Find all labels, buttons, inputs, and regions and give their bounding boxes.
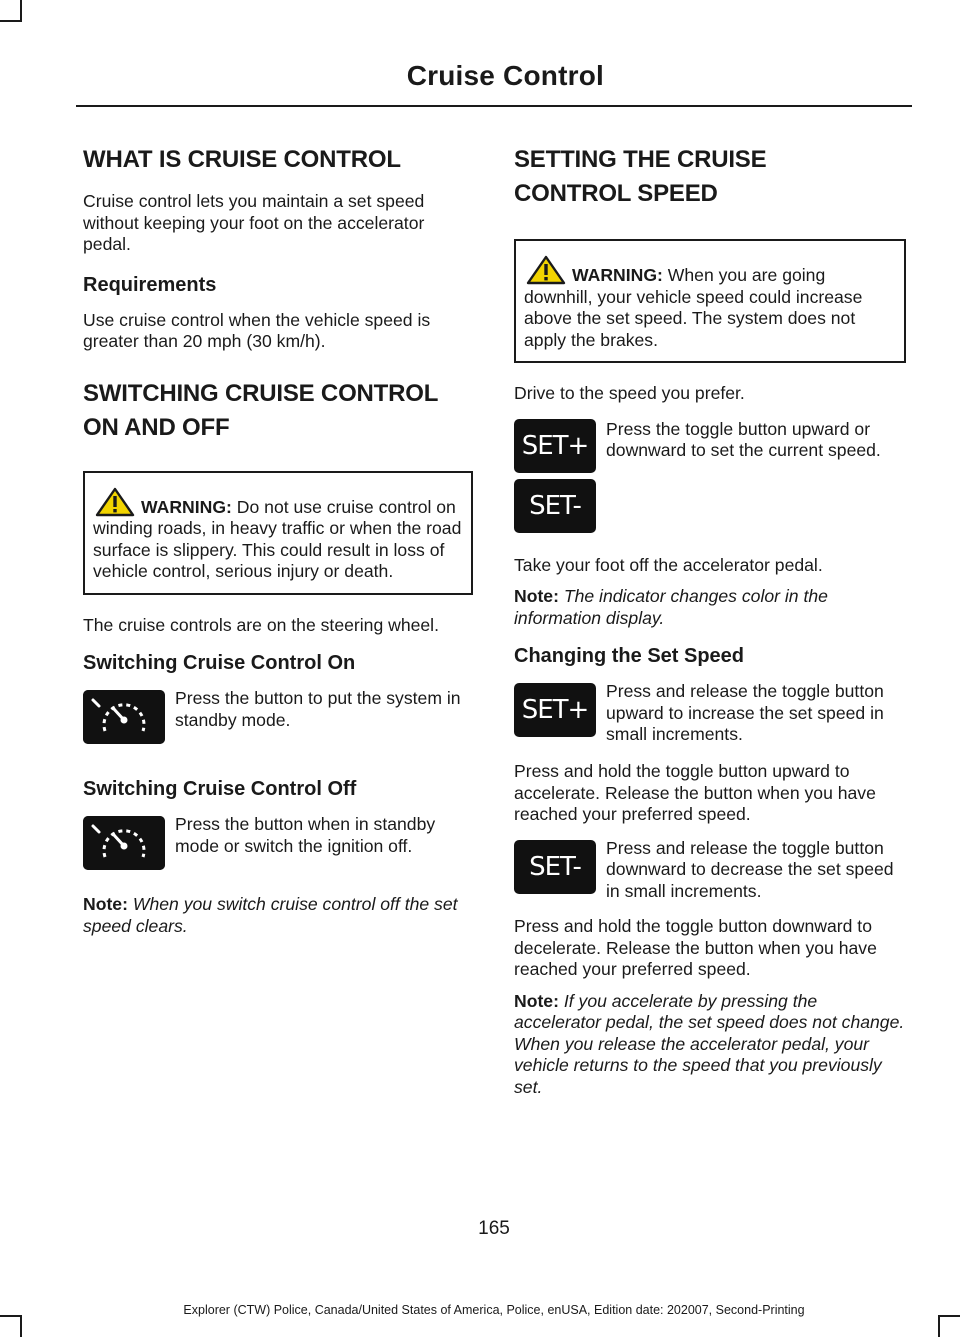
increase-text: Press and release the toggle button upward to increase the set speed in small increments. <box>606 681 884 744</box>
paragraph-hold-down: Press and hold the toggle button downward to decelerate. Release the button when you have reached your preferred speed. <box>514 916 877 979</box>
footer-edition: Explorer (CTW) Police, Canada/United States of America, Police, enUSA, Edition date: 202007, Second-Printing <box>183 1303 805 1317</box>
warning-triangle-icon <box>95 487 135 517</box>
right-column <box>514 145 906 1108</box>
note-switch-off <box>83 894 473 937</box>
switch-off-text: Press the button when in standby mode or switch the ignition off. <box>175 814 436 856</box>
note-label: Note: <box>514 990 559 1011</box>
page-title: Cruise Control <box>406 60 604 91</box>
heading-changing-set-speed: Changing the Set Speed <box>514 645 745 667</box>
paragraph-foot-off: Take your foot off the accelerator pedal. <box>514 554 823 575</box>
note-label: Note: <box>514 586 559 606</box>
crop-mark <box>0 20 22 22</box>
decrease-text: Press and release the toggle button downward to decrease the set speed in small increments. <box>606 837 894 901</box>
page-number: 165 <box>478 1218 510 1239</box>
decrease-row <box>514 838 906 903</box>
switch-off-row <box>83 814 473 882</box>
warning-text: When you are going downhill, your vehicle speed could increase above the set speed. The system does not apply the brakes. <box>524 265 863 350</box>
cruise-control-gauge-icon <box>83 816 165 870</box>
set-plus-button-icon: SET+ <box>514 419 596 473</box>
paragraph-controls: The cruise controls are on the steering wheel. <box>83 614 439 635</box>
crop-mark <box>938 1315 940 1337</box>
heading-what-is-cruise-control: WHAT IS CRUISE CONTROL <box>83 146 401 173</box>
paragraph-requirements: Use cruise control when the vehicle speed is greater than 20 mph (30 km/h). <box>83 309 431 351</box>
cruise-control-gauge-icon <box>83 690 165 744</box>
set-minus-button-icon: SET- <box>514 479 596 533</box>
heading-switching-line-1: SWITCHING CRUISE CONTROL <box>83 379 439 407</box>
paragraph-what: Cruise control lets you maintain a set speed without keeping your foot on the accelerator pedal. <box>83 191 425 254</box>
left-column <box>83 145 473 947</box>
heading-switching-line-2: ON AND OFF <box>83 413 230 441</box>
crop-mark <box>20 1315 22 1337</box>
set-speed-text: Press the toggle button upward or downward to set the current speed. <box>606 418 881 460</box>
note-label: Note: <box>83 894 128 914</box>
warning-text: Do not use cruise control on winding roads, in heavy traffic or when the road surface is slippery. This could result in loss of vehicle control, serious injury or death. <box>93 496 462 581</box>
heading-requirements: Requirements <box>83 273 217 296</box>
paragraph-drive: Drive to the speed you prefer. <box>514 383 745 403</box>
set-plus-button-icon: SET+ <box>514 683 596 737</box>
heading-switching-on: Switching Cruise Control On <box>83 652 356 674</box>
heading-setting-line-2: CONTROL SPEED <box>514 180 718 207</box>
warning-box <box>83 471 473 595</box>
set-button-stack <box>514 419 596 539</box>
warning-label: WARNING: <box>572 265 663 285</box>
note-text: The indicator changes color in the information display. <box>514 586 828 628</box>
heading-switching-off: Switching Cruise Control Off <box>83 778 357 800</box>
note-accelerate <box>514 991 906 1099</box>
switch-on-row <box>83 688 473 756</box>
set-speed-row <box>514 419 906 543</box>
set-minus-button-icon: SET- <box>514 840 596 894</box>
switch-on-text: Press the button to put the system in standby mode. <box>175 688 461 730</box>
note-text: If you accelerate by pressing the accelerator pedal, the set speed does not change. When you release the accelerator pedal, your vehicle returns to the speed that you previously set. <box>514 990 905 1097</box>
increase-row <box>514 681 906 749</box>
paragraph-hold-up: Press and hold the toggle button upward to accelerate. Release the button when you have reached your preferred speed. <box>514 761 876 824</box>
crop-mark <box>20 0 22 22</box>
warning-triangle-icon <box>526 255 566 285</box>
header-rule <box>76 105 912 107</box>
note-text: When you switch cruise control off the set speed clears. <box>83 894 458 936</box>
warning-box <box>514 239 906 363</box>
warning-label: WARNING: <box>141 496 232 517</box>
heading-setting-line-1: SETTING THE CRUISE <box>514 146 767 173</box>
note-indicator <box>514 586 906 629</box>
